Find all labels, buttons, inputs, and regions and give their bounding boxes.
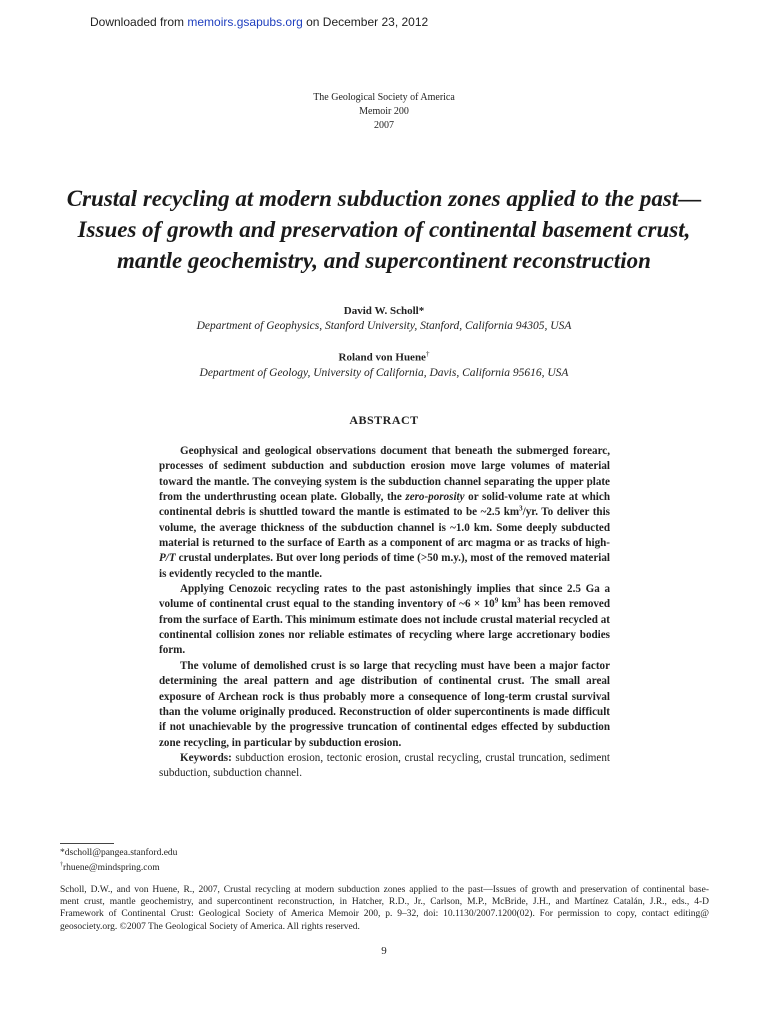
download-prefix: Downloaded from — [90, 15, 188, 29]
journal-series: Memoir 200 — [359, 106, 409, 117]
citation-line-1: Scholl, D.W., and von Huene, R., 2007, Crustal recycling at modern subduction zones applied to the past—Issues of growth and preservation of continental base- — [60, 885, 709, 895]
title-line-3: mantle geochemistry, and supercontinent reconstruction — [117, 248, 651, 273]
download-suffix: on December 23, 2012 — [302, 15, 429, 29]
author-1-name: David W. Scholl* — [343, 305, 425, 317]
download-notice — [90, 15, 428, 29]
footnote-1: *dscholl@pangea.stanford.edu — [60, 848, 178, 858]
abstract-paragraph-1: Geophysical and geological observations document that beneath the submerged forearc, processes of sediment subduction and subduction erosion move large volumes of material toward the mantle. The conveying system is the subduction channel separating the upper plate from the underthrusting ocean plate. Globally, the zero-porosity or solid-volume rate at which continental debris is shuttled toward the mantle is estimated to be ~2.5 $km^3/yr$. To deliver this volume, the average thickness of the subduction channel is ~1.0 km. Some deeply subducted material is returned to the surface of Earth as a component of arc magma or as tracks of high-P/T crustal underplates. But over long periods of time (>50 m.y.), most of the removed material is evidently recycled to the mantle. — [159, 445, 610, 580]
footnotes — [60, 847, 177, 874]
author-1-affiliation: Department of Geophysics, Stanford University, Stanford, California 94305, USA — [196, 320, 572, 332]
keywords-label: Keywords: — [180, 751, 232, 764]
title-line-2: Issues of growth and preservation of continental basement crust, — [77, 217, 691, 242]
page-number: 9 — [381, 945, 387, 957]
citation-line-3: Framework of Continental Crust: Geological Society of America Memoir 200, p. 9–32, doi: 10.1130/2007.1200(02). For permission to copy, contact editing@ — [60, 909, 709, 920]
citation-line-2: ment crust, mantle geochemistry, and supercontinent reconstruction, in Hatcher, R.D., Jr., Carlson, M.P., McBride, J.H., and Martínez Catalán, J.R., eds., 4-D — [60, 897, 709, 908]
abstract-paragraph-2: Applying Cenozoic recycling rates to the past astonishingly implies that since 2.5 Ga a volume of continental crust equal to the standing inventory of ~6 × $10^9$ $km^3$ has been removed from the surface of Earth. This minimum estimate does not include crustal material recycled at continental collision zones nor reliable estimates of recycling where large accretionary bodies form. — [159, 583, 611, 657]
journal-header — [0, 91, 768, 133]
abstract-paragraph-3: The volume of demolished crust is so large that recycling must have been a major factor determining the areal pattern and age distribution of continental crust. The small areal exposure of Archean rock is thus probably more a consequence of long-term crustal survival than the volume originally produced. Reconstruction of older supercontinents is made difficult if not unachievable by the progressive truncation of continental edges effected by subduction zone recycling, in particular by subduction erosion. — [159, 659, 610, 749]
citation-line-4: geosociety.org. ©2007 The Geological Society of America. All rights reserved. — [60, 921, 360, 932]
paper-title — [40, 183, 728, 276]
journal-society: The Geological Society of America — [313, 92, 455, 103]
keywords — [159, 751, 610, 782]
citation-block — [60, 884, 709, 933]
title-line-1: Crustal recycling at modern subduction zones applied to the past— — [66, 186, 702, 211]
author-2-name: Roland von Huene† — [338, 350, 430, 364]
journal-year: 2007 — [374, 120, 394, 131]
author-2-affiliation: Department of Geology, University of California, Davis, California 95616, USA — [199, 367, 569, 379]
footnote-rule — [60, 843, 114, 844]
footnote-2: †rhuene@mindspring.com — [60, 862, 160, 874]
keywords-list: subduction erosion, tectonic erosion, crustal recycling, crustal truncation, sediment subduction, subduction channel. — [159, 751, 610, 780]
abstract-heading: ABSTRACT — [349, 413, 419, 427]
abstract-body — [159, 444, 610, 782]
download-source-link[interactable]: memoirs.gsapubs.org — [187, 15, 303, 29]
